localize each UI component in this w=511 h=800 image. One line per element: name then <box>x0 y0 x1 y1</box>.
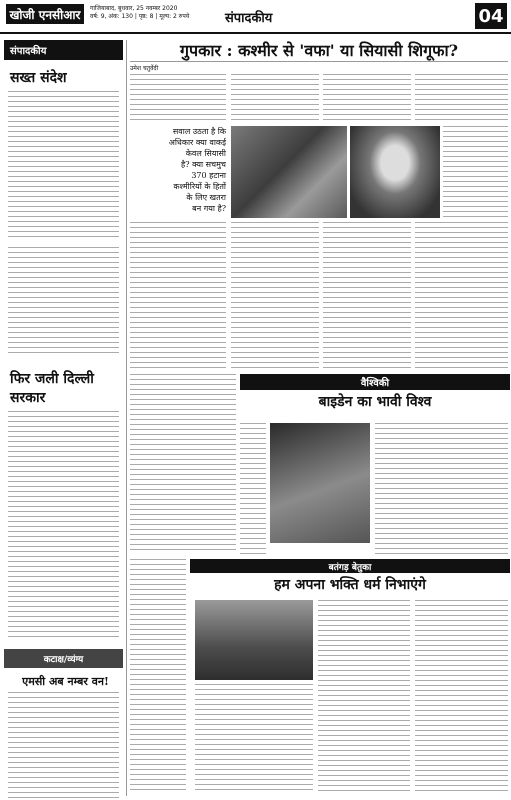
masthead <box>0 0 511 34</box>
global-band: वैश्विकी <box>240 374 510 390</box>
lower-photo <box>195 600 313 680</box>
lower-text-2 <box>318 600 410 794</box>
lead-photo-2 <box>350 126 440 218</box>
pull-quote-line: बन गया है? <box>192 204 226 213</box>
newspaper-logo: खोजी एनसीआर <box>6 4 84 24</box>
section-title: संपादकीय <box>225 11 273 26</box>
global-text-narrow <box>240 423 266 554</box>
column-divider <box>126 40 127 796</box>
pull-quote-line: कश्मीरियों के हितों <box>173 182 226 191</box>
lower-text-1 <box>195 684 313 794</box>
editorial-band: संपादकीय <box>4 40 123 60</box>
editorial-body <box>8 91 119 241</box>
lower-text-3 <box>415 600 508 794</box>
pull-quote-line: 370 हटाना <box>191 171 226 180</box>
global-headline: बाइडेन का भावी विश्व <box>318 394 432 410</box>
second-editorial-body <box>8 411 119 641</box>
satire-column-headline: हम अपना भक्ति धर्म निभाएंगे <box>274 577 426 593</box>
second-editorial-headline: फिर जली दिल्ली सरकार <box>10 371 94 406</box>
editorial-headline: सख्त संदेश <box>10 70 67 86</box>
satire-band: कटाक्ष/व्यंग्य <box>4 649 123 668</box>
pull-quote-line: है? क्या सचमुच <box>181 160 226 169</box>
pull-quote-line: अधिकार क्या वाकई <box>168 138 226 147</box>
satire-body <box>8 692 119 800</box>
lead-text-side <box>443 126 508 218</box>
masthead-issue: वर्ष: 9, अंक: 130 | पृष्ठ: 8 | मूल्य: 2 रुपये <box>90 13 190 20</box>
lead-text-lower-3 <box>323 222 411 370</box>
pull-quote-line: सवाल उठता है कि <box>172 127 226 136</box>
headline-rule <box>130 61 508 62</box>
left-story-continuation <box>130 374 236 554</box>
satire-column-band: बतंगड़ बेतुका <box>190 559 510 573</box>
lead-text-col-2 <box>231 74 319 122</box>
lead-text-lower-4 <box>415 222 508 370</box>
lead-text-col-1-lower <box>130 222 226 370</box>
lead-text-col-4 <box>415 74 508 122</box>
biden-photo <box>270 423 370 543</box>
pull-quote-line: केवल सियासी <box>185 149 226 158</box>
pull-quote <box>130 126 226 214</box>
masthead-meta <box>90 5 189 21</box>
left-column <box>4 40 123 796</box>
editorial-body-2 <box>8 247 119 357</box>
page-number: 04 <box>475 3 507 29</box>
global-text <box>375 423 508 554</box>
left-lower-text <box>130 559 186 794</box>
lead-photo <box>231 126 347 218</box>
lead-headline: गुपकार : कश्मीर से 'वफा' या सियासी शिगूफा? <box>180 41 458 60</box>
satire-headline: एमसी अब नम्बर वन! <box>22 675 109 688</box>
lead-text-col-3 <box>323 74 411 122</box>
lead-intro-text <box>130 74 226 122</box>
pull-quote-line: के लिए खतरा <box>186 193 226 202</box>
lead-text-lower-2 <box>231 222 319 370</box>
masthead-date: गाजियाबाद, बुधवार, 25 नवम्बर 2020 <box>90 5 178 12</box>
lead-byline: उमेश चतुर्वेदी <box>130 65 159 72</box>
